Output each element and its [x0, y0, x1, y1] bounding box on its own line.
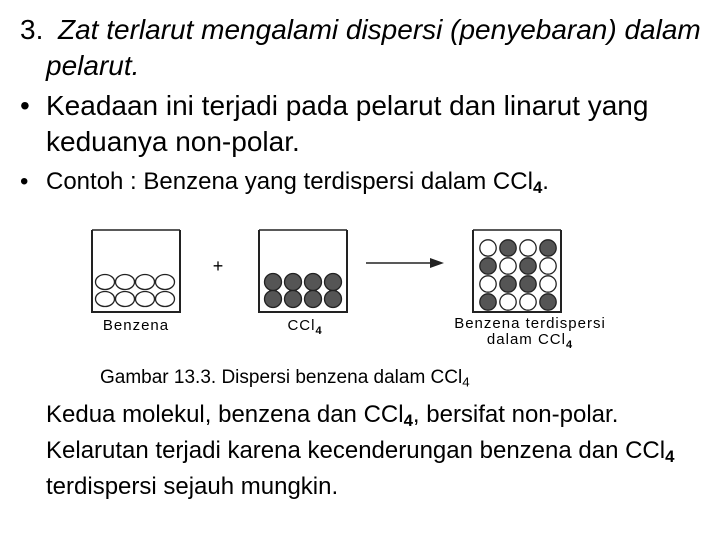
ccl4-molecule — [265, 274, 282, 291]
benzena-molecule — [96, 292, 115, 307]
point-3 — [20, 12, 710, 84]
benzena-molecule — [480, 240, 496, 256]
benzena-molecule — [116, 275, 135, 290]
figure-caption — [100, 366, 470, 394]
ccl4-molecule — [285, 291, 302, 308]
ccl4-molecule — [520, 258, 536, 274]
label-result-sub: 4 — [565, 339, 574, 351]
bullet-2-text — [20, 166, 710, 204]
label-result-main: dalam CCl — [486, 331, 566, 348]
caption-text: Gambar 13.3. Dispersi benzena dalam CCl — [100, 367, 463, 388]
label-ccl4 — [287, 317, 322, 337]
ccl4-molecule — [480, 294, 496, 310]
label-benzena: Benzena — [102, 317, 170, 334]
bullet-2-text-main: Contoh : Benzena yang terdispersi dalam CCl — [46, 168, 533, 195]
bullet-1-text: Keadaan ini terjadi pada pelarut dan linarut yang keduanya non-polar. — [46, 90, 649, 157]
benzena-molecule — [136, 292, 155, 307]
plus-sign: + — [212, 256, 224, 276]
benzena-molecule — [156, 292, 175, 307]
para-sub-2: 4 — [665, 447, 675, 467]
ccl4-molecule — [540, 294, 556, 310]
ccl4-molecule — [540, 240, 556, 256]
benzena-molecule — [540, 258, 556, 274]
benzena-molecule — [500, 294, 516, 310]
para-part-3: terdispersi sejauh mungkin. — [46, 473, 339, 501]
ccl4-molecule — [500, 276, 516, 292]
bullet-2-subscript: 4 — [532, 178, 543, 198]
bullet-1 — [20, 88, 710, 160]
benzena-molecule — [156, 275, 175, 290]
ccl4-molecule — [480, 258, 496, 274]
benzena-molecule — [500, 258, 516, 274]
para-part-2: , bersifat non-polar. Kelarutan terjadi karena kecenderungan benzena dan CCl — [46, 401, 666, 465]
para-part-1: Kedua molekul, benzena dan CCl — [46, 401, 404, 428]
benzena-molecule — [520, 294, 536, 310]
label-ccl4-main: CCl — [287, 317, 316, 334]
bullet-2 — [20, 166, 710, 204]
point-3-text: Zat terlarut mengalami dispersi (penyebaran) dalam pelarut. — [46, 14, 701, 81]
label-result-line1: Benzena terdispersi — [454, 315, 606, 332]
para-sub-1: 4 — [403, 411, 413, 431]
caption-subscript: 4 — [462, 374, 470, 390]
ccl4-molecule — [325, 274, 342, 291]
benzena-container — [92, 230, 180, 312]
benzena-molecule — [480, 276, 496, 292]
point-3-number: 3. — [20, 14, 44, 45]
ccl4-molecule — [285, 274, 302, 291]
ccl4-molecule — [520, 276, 536, 292]
bullet-1-marker: • — [20, 90, 30, 121]
ccl4-molecule — [325, 291, 342, 308]
label-ccl4-sub: 4 — [315, 325, 323, 337]
label-result-line2 — [487, 331, 573, 351]
mixture-container — [473, 230, 561, 312]
ccl4-molecule — [305, 291, 322, 308]
benzena-molecule — [136, 275, 155, 290]
benzena-molecule — [520, 240, 536, 256]
ccl4-molecule — [305, 274, 322, 291]
bullet-2-marker: • — [20, 168, 29, 195]
ccl4-molecule — [500, 240, 516, 256]
explanation-paragraph — [46, 400, 686, 502]
benzena-molecule — [540, 276, 556, 292]
reaction-arrow — [366, 258, 444, 268]
ccl4-molecule — [265, 291, 282, 308]
ccl4-molecules — [265, 274, 342, 308]
mixture-molecules — [480, 240, 556, 310]
dispersion-figure — [80, 220, 640, 360]
bullet-2-text-end: . — [542, 168, 549, 195]
benzena-molecule — [116, 292, 135, 307]
benzena-molecules — [96, 275, 175, 307]
benzena-molecule — [96, 275, 115, 290]
ccl4-container — [259, 230, 347, 312]
